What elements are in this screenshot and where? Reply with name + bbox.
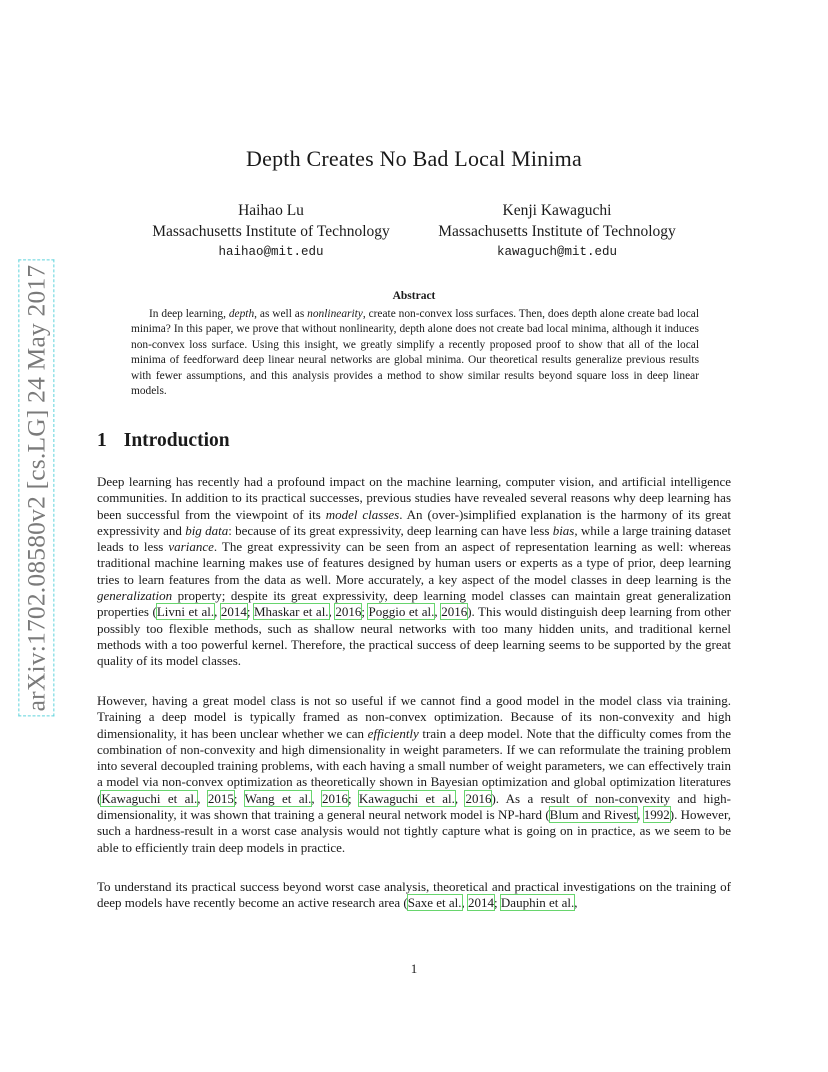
citation-link[interactable]: Wang et al. bbox=[244, 790, 312, 806]
paragraph-emphasis: model classes bbox=[325, 506, 400, 522]
paragraph-text: However, having a great model class is not so useful if we cannot find a good model in the model class via training. Training a deep model is typically framed as non-convex optimization. Because of its non-convexity and high dimensionality, it has been unclear whether we can bbox=[97, 693, 731, 741]
author-email: haihao@mit.edu bbox=[218, 245, 324, 259]
section-heading bbox=[97, 430, 230, 452]
citation-link[interactable]: 2016 bbox=[465, 790, 492, 806]
citation-link[interactable]: Poggio et al. bbox=[368, 604, 435, 620]
arxiv-sidebar bbox=[20, 243, 52, 733]
paragraph bbox=[97, 693, 731, 856]
citation-separator: , bbox=[574, 895, 578, 911]
citation-separator: ; bbox=[361, 604, 369, 620]
citation-separator: , bbox=[214, 604, 221, 620]
citation-separator: , bbox=[197, 790, 208, 806]
abstract-text: , create non-convex loss surfaces. Then, does depth alone create bad local minima? In this paper, we prove that without nonlinearity, depth alone does not create bad local minima, although it induces non-convex loss surface. Using this insight, we greatly simplify a recently proposed proof to show that all of the local minima of feedforward deep linear neural networks are global minima. Our theoretical results generalize previous results with fewer assumptions, and this analysis provides a method to show similar results beyond square loss in deep linear models. bbox=[131, 308, 699, 398]
abstract-heading: Abstract bbox=[392, 290, 436, 302]
citation-link[interactable]: 2016 bbox=[321, 790, 348, 806]
citation-link[interactable]: 2014 bbox=[468, 895, 495, 911]
citation-link[interactable]: Dauphin et al. bbox=[500, 895, 575, 911]
section-title: Introduction bbox=[123, 430, 230, 451]
paragraph-emphasis: efficiently bbox=[367, 725, 419, 741]
paragraph-emphasis: variance bbox=[168, 539, 214, 555]
page-number: 1 bbox=[410, 961, 418, 976]
citation-link[interactable]: 2014 bbox=[220, 604, 247, 620]
citation-link[interactable]: 1992 bbox=[643, 807, 670, 823]
citation-separator: , bbox=[328, 604, 336, 620]
paper-title: Depth Creates No Bad Local Minima bbox=[246, 146, 582, 171]
citation-link[interactable]: Livni et al. bbox=[156, 604, 215, 620]
citation-separator: ; bbox=[246, 604, 254, 620]
citation-link[interactable]: Kawaguchi et al. bbox=[101, 790, 198, 806]
paragraph-text: . An (over-)simplified explanation is the harmony of its great expressivity and bbox=[97, 506, 731, 538]
paragraph-text: property; despite its great expressivity, deep learning model classes can maintain great generalization properties ( bbox=[97, 588, 731, 620]
paragraph-emphasis: bias bbox=[552, 522, 575, 538]
author-email: kawaguch@mit.edu bbox=[496, 245, 618, 259]
paragraph-text: . The great expressivity can be seen from an aspect of representation learning as well: whereas traditional machine learning makes use of features designed by human users or experts as a type of prior, deep learning tries to learn features from the data as well. More accurately, a key aspect of the model classes in deep learning is the bbox=[97, 539, 731, 587]
citation-link[interactable]: Mhaskar et al. bbox=[254, 604, 329, 620]
citation-separator: , bbox=[461, 895, 469, 911]
paragraph-text: train a deep model. Note that the difficulty comes from the combination of non-convexity and high dimensionality in weight parameters. If we can reformulate the training problem into several decoupled training problems, with each having a small number of weight parameters, we can effectively train a model via non-convex optimization as theoretically shown in Bayesian optimization and global optimization literatures ( bbox=[97, 725, 731, 806]
citation-separator: , bbox=[311, 790, 322, 806]
abstract-emphasis: depth bbox=[228, 308, 255, 320]
paragraph-emphasis: generalization bbox=[97, 588, 173, 604]
author-name: Haihao Lu bbox=[238, 202, 304, 219]
abstract-body bbox=[131, 307, 699, 399]
citation-link[interactable]: 2016 bbox=[441, 604, 468, 620]
author-affiliation: Massachusetts Institute of Technology bbox=[152, 223, 390, 240]
paragraph-text: : because of its great expressivity, deep learning can have less bbox=[228, 522, 553, 538]
abstract-text: , as well as bbox=[254, 308, 308, 320]
citation-separator: , bbox=[434, 604, 442, 620]
abstract-emphasis: nonlinearity bbox=[307, 308, 363, 320]
paragraph bbox=[97, 879, 731, 912]
author-affiliation: Massachusetts Institute of Technology bbox=[438, 223, 676, 240]
citation-separator: , bbox=[454, 790, 466, 806]
abstract-text: In deep learning, bbox=[149, 308, 229, 320]
author-name: Kenji Kawaguchi bbox=[502, 202, 612, 219]
citation-separator: ; bbox=[233, 790, 245, 806]
citation-separator: , bbox=[637, 807, 644, 823]
citation-link[interactable]: 2016 bbox=[335, 604, 362, 620]
paragraph-text: To understand its practical success beyond worst case analysis, theoretical and practical investigations on the training of deep models have recently become an active research area ( bbox=[97, 879, 731, 911]
paragraph-text: ). As a result of non-convexity and high-dimensionality, it was shown that training a general neural network model is NP-hard ( bbox=[97, 790, 731, 823]
citation-link[interactable]: 2015 bbox=[207, 790, 234, 806]
paragraph-text: ). This would distinguish deep learning from other possibly too flexible methods, such as shallow neural networks with too many hidden units, and traditional kernel methods with a too powerful kernel. Therefore, the practical success of deep learning seems to be supported by the great quality of its model classes. bbox=[97, 604, 732, 669]
paragraph-text: Deep learning has recently had a profound impact on the machine learning, computer vision, and artificial intelligence communities. In addition to its practical successes, previous studies have revealed several reasons why deep learning has been successful from the viewpoint of its bbox=[97, 474, 731, 522]
author-block-2 bbox=[420, 200, 694, 262]
author-block-1 bbox=[130, 200, 412, 262]
citation-separator: ; bbox=[347, 790, 359, 806]
citation-separator: ; bbox=[494, 895, 501, 911]
arxiv-identifier[interactable]: arXiv:1702.08580v2 [cs.LG] 24 May 2017 bbox=[21, 264, 51, 712]
paragraph-emphasis: big data bbox=[185, 522, 229, 538]
paragraph bbox=[97, 474, 731, 670]
citation-link[interactable]: Blum and Rivest bbox=[549, 807, 638, 823]
citation-link[interactable]: Kawaguchi et al. bbox=[358, 790, 455, 806]
section-number: 1 bbox=[97, 430, 107, 451]
paragraph-text: , while a large training dataset leads to less bbox=[97, 522, 731, 555]
citation-link[interactable]: Saxe et al. bbox=[407, 895, 462, 911]
paragraph-text: ). However, such a hardness-result in a worst case analysis would not tightly capture what is going on in practice, as we seem to be able to efficiently train deep models in practice. bbox=[97, 807, 731, 855]
